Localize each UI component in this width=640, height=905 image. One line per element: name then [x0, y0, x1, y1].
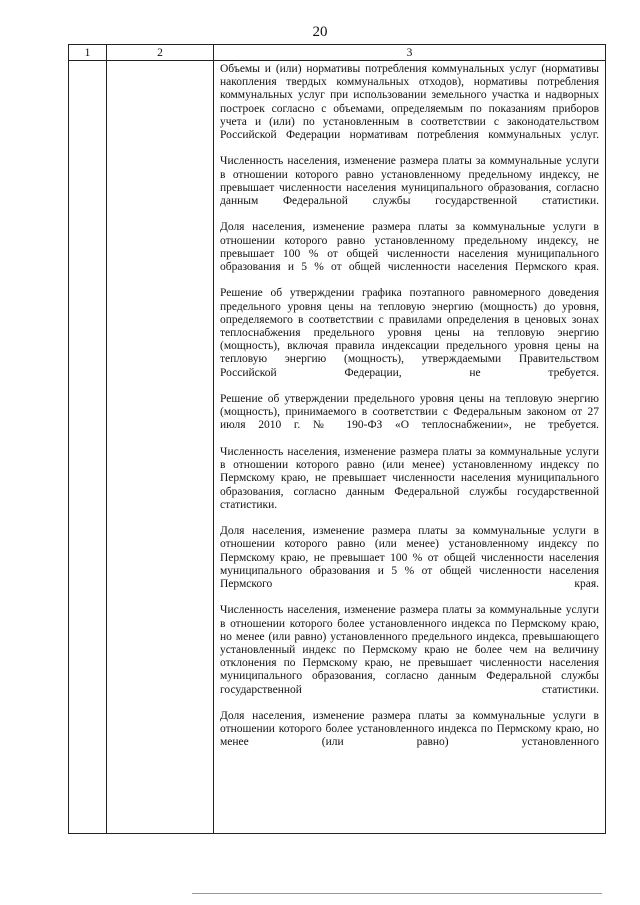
footer-divider — [192, 893, 602, 894]
column-header-1: 1 — [69, 45, 107, 61]
page-number: 20 — [312, 24, 328, 40]
paragraph-population-share-above-regional-index: Доля населения, изменение размера платы за коммунальные услуги в отношении которого более установленного индекса по Пермскому краю, но менее (или равно) установленного — [220, 709, 599, 749]
column-2-cell — [107, 61, 214, 834]
table-header-row — [69, 45, 606, 61]
paragraph-heat-price-schedule: Решение об утверждении графика поэтапного равномерного доведения предельного уровня цены на тепловую энергию (мощность) до уровня, определяемого в соответствии с правилами определения в ценовых зонах теплоснабжения предельного уровня цены на тепловую энергию (мощность), включая правила индексации предельного уровня цены на тепловую энергию (мощность), утверждаемыми Правительством Российской Федерации, не требуется. — [220, 287, 599, 379]
paragraph-population-share-regional-index: Доля населения, изменение размера платы за коммунальные услуги в отношении которого равно (или менее) установленному индексу по Пермскому краю, не превышает 100 % от общей численности населения муниципального образования и 5 % от общей численности населения Пермского края. — [220, 525, 599, 590]
paragraph-population-above-regional-index: Численность населения, изменение размера платы за коммунальные услуги в отношении которого более установленного индекса по Пермскому краю, но менее (или равно) установленного предельного индекса, превышающего установленный индекс по Пермскому краю не более чем на величину отклонения по Пермскому краю, не превышает численности населения муниципального образования, согласно данным Федеральной службы государственной статистики. — [220, 604, 599, 696]
paragraph-heat-price-limit: Решение об утверждении предельного уровня цены на тепловую энергию (мощность), принимаемого в соответствии с Федеральным законом от 27 июля 2010 г. № 190-ФЗ «О теплоснабжении», не требуется. — [220, 393, 599, 432]
paragraph-consumption-volumes: Объемы и (или) нормативы потребления коммунальных услуг (нормативы накопления твердых коммунальных отходов), нормативы потребления коммунальных услуг при использовании земельного участка и надворных построек согласно с объемами, определяемым по показаниям приборов учета и (или) по установленным в соответствии с законодательством Российской Федерации нормативам потребления коммунальных услуг. — [220, 63, 599, 142]
document-table — [68, 44, 606, 834]
column-1-cell — [69, 61, 107, 834]
paragraph-population-regional-index: Численность населения, изменение размера платы за коммунальные услуги в отношении которого равно (или менее) установленному индексу по Пермскому краю, не превышает численности населения муниципального образования, согласно данным Федеральной службы государственной статистики. — [220, 445, 599, 511]
column-header-3: 3 — [214, 45, 606, 61]
column-header-2: 2 — [107, 45, 214, 61]
column-3-cell — [214, 61, 606, 834]
paragraph-population-share-limit-index: Доля населения, изменение размера платы за коммунальные услуги в отношении которого равно установленному предельному индексу, не превышает 100 % от общей численности населения муниципального образования и 5 % от общей численности населения Пермского края. — [220, 221, 599, 274]
paragraph-population-limit-index: Численность населения, изменение размера платы за коммунальные услуги в отношении которого равно установленному предельному индексу, не превышает численности населения муниципального образования, согласно данным Федеральной службы государственной статистики. — [220, 155, 599, 208]
table-row — [69, 61, 606, 834]
